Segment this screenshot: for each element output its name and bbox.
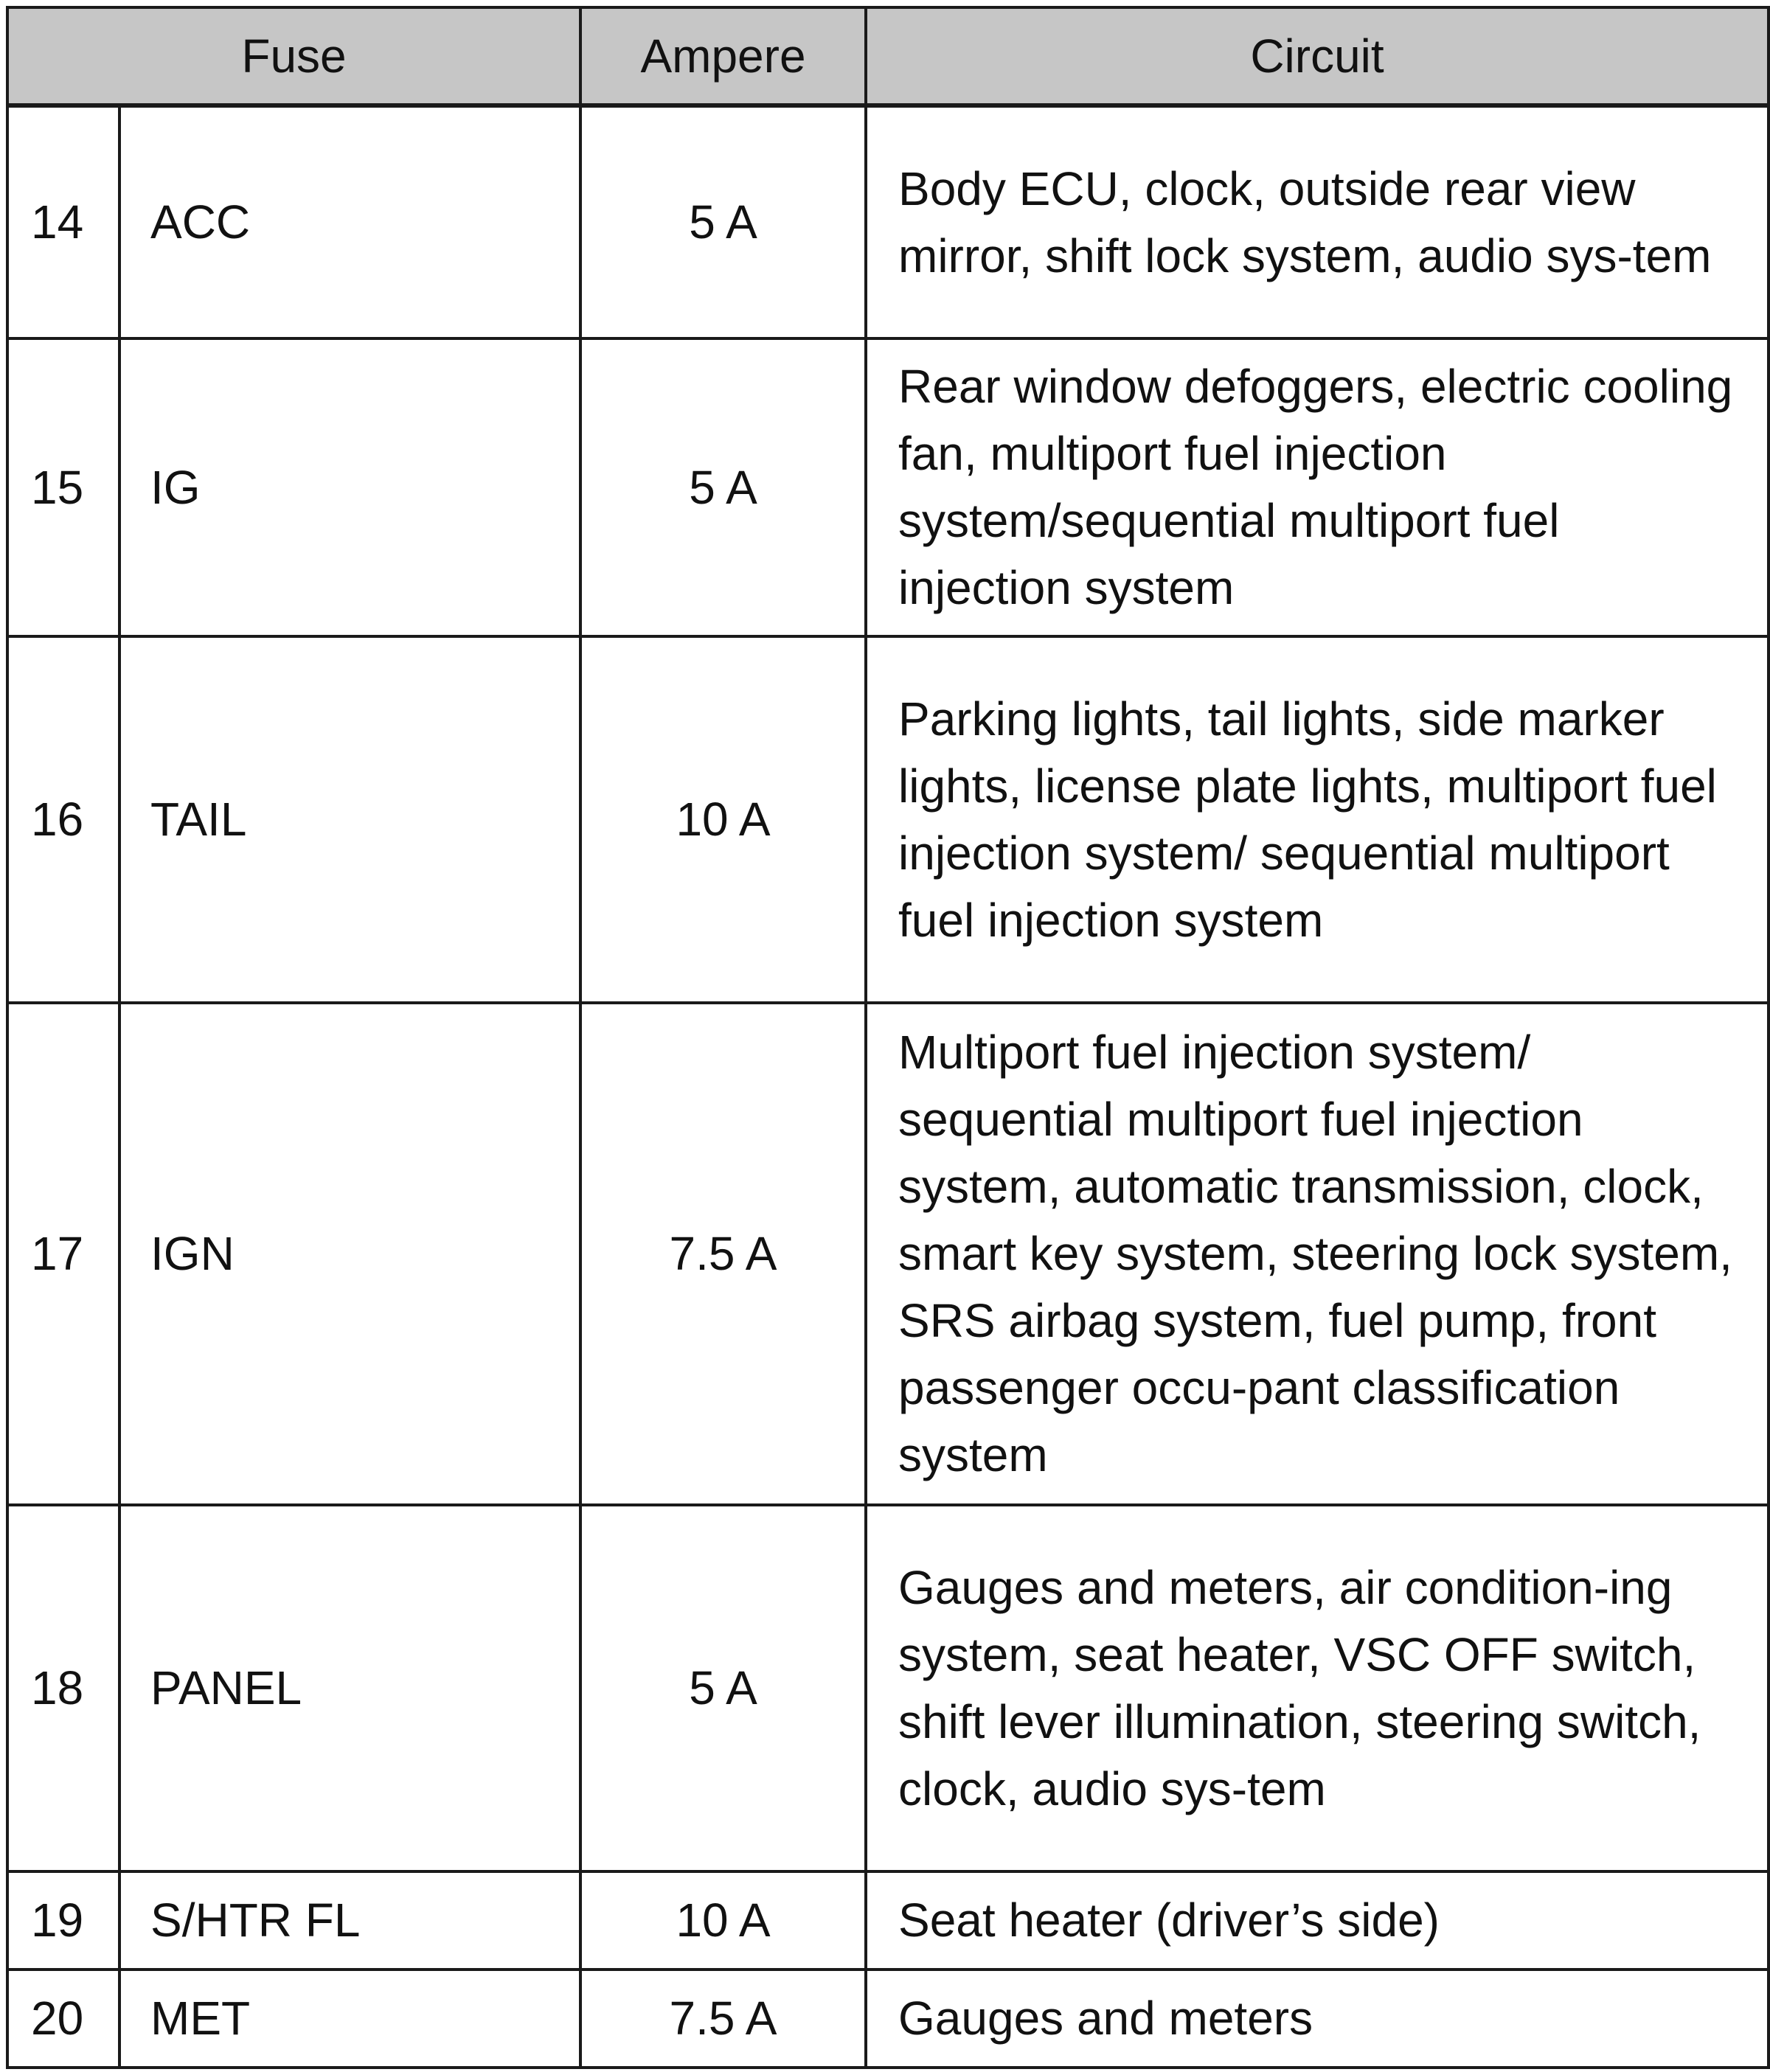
fuse-number: 20 (7, 1970, 119, 2068)
table-row (7, 105, 1769, 338)
fuse-circuit: Seat heater (driver’s side) (866, 1871, 1769, 1970)
fuse-circuit: Body ECU, clock, outside rear view mirror, shift lock system, audio sys-tem (866, 105, 1769, 338)
fuse-number: 15 (7, 338, 119, 636)
header-row (7, 7, 1769, 105)
fuse-number: 16 (7, 636, 119, 1003)
fuse-circuit: Parking lights, tail lights, side marker lights, license plate lights, multiport fuel injection system/ sequential multiport fuel injection system (866, 636, 1769, 1003)
table-row (7, 338, 1769, 636)
table-header (7, 7, 1769, 105)
fuse-circuit: Gauges and meters (866, 1970, 1769, 2068)
fuse-ampere: 7.5 A (580, 1970, 866, 2068)
fuse-number: 17 (7, 1003, 119, 1505)
table-row (7, 1970, 1769, 2068)
fuse-ampere: 5 A (580, 338, 866, 636)
fuse-ampere: 7.5 A (580, 1003, 866, 1505)
table-row (7, 1003, 1769, 1505)
table-body (7, 105, 1769, 2068)
fuse-name: PANEL (119, 1505, 580, 1871)
fuse-name: MET (119, 1970, 580, 2068)
header-ampere: Ampere (580, 7, 866, 105)
table-row (7, 636, 1769, 1003)
header-fuse: Fuse (7, 7, 580, 105)
table-row (7, 1871, 1769, 1970)
fuse-ampere: 10 A (580, 636, 866, 1003)
fuse-table (6, 6, 1770, 2069)
fuse-name: TAIL (119, 636, 580, 1003)
fuse-name: S/HTR FL (119, 1871, 580, 1970)
header-circuit: Circuit (866, 7, 1769, 105)
fuse-name: IGN (119, 1003, 580, 1505)
fuse-ampere: 10 A (580, 1871, 866, 1970)
fuse-circuit: Rear window defoggers, electric cooling fan, multiport fuel injection system/sequential multiport fuel injection system (866, 338, 1769, 636)
fuse-name: ACC (119, 105, 580, 338)
fuse-circuit: Gauges and meters, air condition-ing system, seat heater, VSC OFF switch, shift lever illumination, steering switch, clock, audio sys-tem (866, 1505, 1769, 1871)
fuse-ampere: 5 A (580, 105, 866, 338)
fuse-number: 14 (7, 105, 119, 338)
fuse-number: 18 (7, 1505, 119, 1871)
fuse-name: IG (119, 338, 580, 636)
fuse-number: 19 (7, 1871, 119, 1970)
fuse-circuit: Multiport fuel injection system/ sequential multiport fuel injection system, automatic transmission, clock, smart key system, steering lock system, SRS airbag system, fuel pump, front passenger occu-pant classification system (866, 1003, 1769, 1505)
table-row (7, 1505, 1769, 1871)
fuse-ampere: 5 A (580, 1505, 866, 1871)
